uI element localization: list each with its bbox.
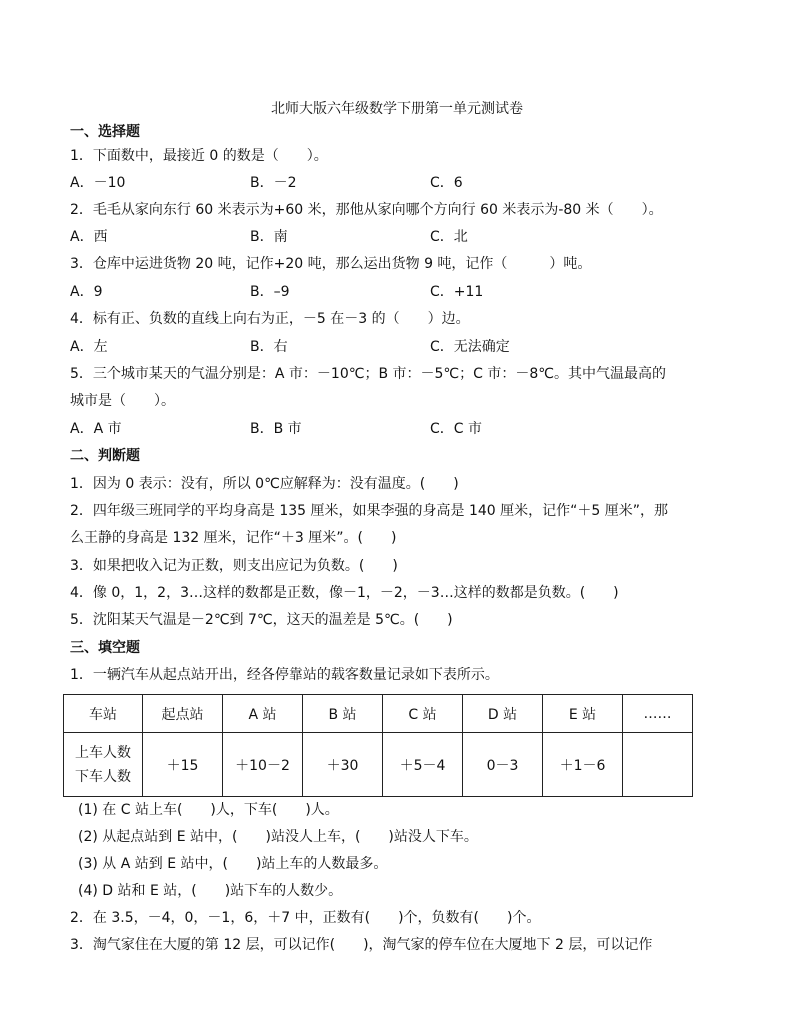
table-header-cell: 车站 <box>64 695 143 733</box>
option-b: B．－2 <box>250 175 297 191</box>
option-b: B．右 <box>250 339 288 355</box>
question-text: 5．沈阳某天气温是－2℃到 7℃，这天的温差是 5℃。( ) <box>70 612 453 628</box>
table-header-row <box>64 695 693 733</box>
station-table <box>63 694 693 797</box>
table-header-cell: C 站 <box>383 695 463 733</box>
sub-question: (4) D 站和 E 站，( )站下车的人数少。 <box>78 883 343 899</box>
question-text: 1．一辆汽车从起点站开出，经各停靠站的载客数量记录如下表所示。 <box>70 667 499 683</box>
question-text: 2．四年级三班同学的平均身高是 135 厘米，如果李强的身高是 140 厘米，记作“＋5 厘米”，那 <box>70 503 669 519</box>
question-text: 2．在 3.5，－4，0，－1，6，＋7 中，正数有( )个，负数有( )个。 <box>70 910 541 926</box>
option-a: A．A 市 <box>70 421 122 437</box>
table-cell: ＋1－6 <box>543 733 623 797</box>
table-header-cell: D 站 <box>463 695 543 733</box>
table-header-cell: …… <box>623 695 693 733</box>
table-cell: ＋30 <box>303 733 383 797</box>
sub-question: (2) 从起点站到 E 站中，( )站没人上车，( )站没人下车。 <box>78 829 478 845</box>
section-heading-choice: 一、选择题 <box>70 124 140 140</box>
table-row <box>64 733 693 797</box>
option-a: A．－10 <box>70 175 126 191</box>
option-b: B．南 <box>250 229 288 245</box>
question-text-continued: 么王静的身高是 132 厘米，记作“＋3 厘米”。( ) <box>70 530 397 546</box>
option-c: C．+11 <box>430 284 484 300</box>
section-heading-judge: 二、判断题 <box>70 448 140 464</box>
sub-question: (3) 从 A 站到 E 站中，( )站上车的人数最多。 <box>78 856 388 872</box>
question-text: 4．像 0，1，2，3…这样的数都是正数，像－1，－2，－3…这样的数都是负数。( ) <box>70 585 619 601</box>
question-text: 1．因为 0 表示：没有，所以 0℃应解释为：没有温度。( ) <box>70 476 459 492</box>
option-a: A．9 <box>70 284 103 300</box>
option-b: B．B 市 <box>250 421 302 437</box>
page-title: 北师大版六年级数学下册第一单元测试卷 <box>271 101 523 117</box>
table-header-cell: B 站 <box>303 695 383 733</box>
option-c: C．6 <box>430 175 463 191</box>
question-text: 3．淘气家住在大厦的第 12 层，可以记作( )，淘气家的停车位在大厦地下 2 层，可以记作 <box>70 937 653 953</box>
table-header-cell: 起点站 <box>143 695 223 733</box>
table-cell: ＋5－4 <box>383 733 463 797</box>
table-row-label <box>64 733 143 797</box>
table-cell: ＋10－2 <box>223 733 303 797</box>
table-header-cell: E 站 <box>543 695 623 733</box>
question-text: 5．三个城市某天的气温分别是：A 市：－10℃；B 市：－5℃；C 市：－8℃。其中气温最高的 <box>70 366 667 382</box>
option-c: C．无法确定 <box>430 339 510 355</box>
question-text: 2．毛毛从家向东行 60 米表示为+60 米，那他从家向哪个方向行 60 米表示为-80 米（ ）。 <box>70 202 663 218</box>
option-a: A．左 <box>70 339 108 355</box>
option-c: C．C 市 <box>430 421 483 437</box>
question-text: 3．如果把收入记为正数，则支出应记为负数。( ) <box>70 558 398 574</box>
question-text: 1．下面数中，最接近 0 的数是（ ）。 <box>70 148 328 164</box>
question-text-continued: 城市是（ ）。 <box>70 393 175 409</box>
question-text: 4．标有正、负数的直线上向右为正，－5 在－3 的（ ）边。 <box>70 311 470 327</box>
table-cell: 0－3 <box>463 733 543 797</box>
table-header-cell: A 站 <box>223 695 303 733</box>
option-c: C．北 <box>430 229 468 245</box>
option-b: B．–9 <box>250 284 290 300</box>
table-cell: ＋15 <box>143 733 223 797</box>
row-label-alighting: 下车人数 <box>75 768 131 785</box>
table-cell <box>623 733 693 797</box>
question-text: 3．仓库中运进货物 20 吨，记作+20 吨，那么运出货物 9 吨，记作（ ）吨。 <box>70 256 592 272</box>
section-heading-fill: 三、填空题 <box>70 640 140 656</box>
row-label-boarding: 上车人数 <box>75 744 131 761</box>
option-a: A．西 <box>70 229 108 245</box>
sub-question: (1) 在 C 站上车( )人，下车( )人。 <box>78 802 339 818</box>
